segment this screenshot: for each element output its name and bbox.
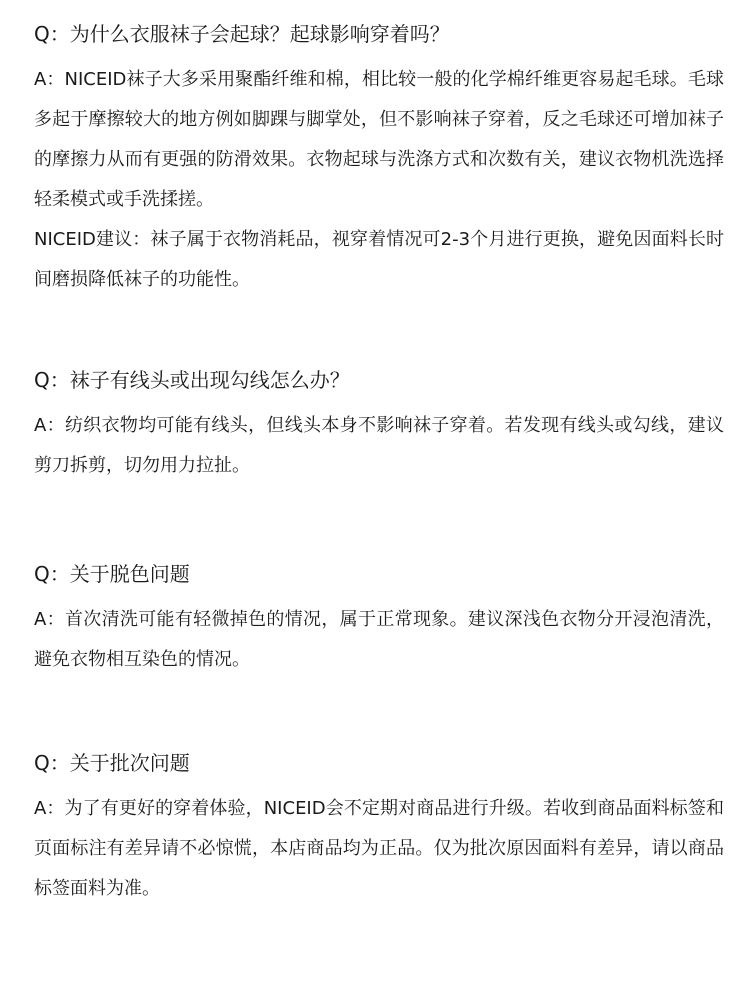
faq-loose-threads [34, 366, 724, 486]
faq-pilling [34, 20, 724, 300]
faq-advice: NICEID建议：袜子属于衣物消耗品，视穿着情况可2-3个月进行更换，避免因面料长时间磨损降低袜子的功能性。 [34, 229, 724, 290]
faq-question: Q：为什么衣服袜子会起球？起球影响穿着吗？ [34, 22, 450, 46]
faq-answer: A：纺织衣物均可能有线头，但线头本身不影响袜子穿着。若发现有线头或勾线，建议剪刀拆剪，切勿用力拉扯。 [34, 415, 724, 476]
faq-question: Q：关于脱色问题 [34, 562, 190, 586]
faq-color-fading [34, 560, 724, 680]
faq-question: Q：关于批次问题 [34, 751, 190, 775]
faq-answer: A：为了有更好的穿着体验，NICEID会不定期对商品进行升级。若收到商品面料标签和页面标注有差异请不必惊慌，本店商品均为正品。仅为批次原因面料有差异，请以商品标签面料为准。 [34, 798, 724, 899]
faq-batch-differences [34, 749, 724, 909]
faq-answer: A：首次清洗可能有轻微掉色的情况，属于正常现象。建议深浅色衣物分开浸泡清洗，避免衣物相互染色的情况。 [34, 609, 724, 670]
faq-question: Q：袜子有线头或出现勾线怎么办？ [34, 368, 350, 392]
faq-answer: A：NICEID袜子大多采用聚酯纤维和棉，相比较一般的化学棉纤维更容易起毛球。毛球多起于摩擦较大的地方例如脚踝与脚掌处，但不影响袜子穿着，反之毛球还可增加袜子的摩擦力从而有更强的防滑效果。衣物起球与洗涤方式和次数有关，建议衣物机洗选择轻柔模式或手洗揉搓。 [34, 69, 724, 210]
